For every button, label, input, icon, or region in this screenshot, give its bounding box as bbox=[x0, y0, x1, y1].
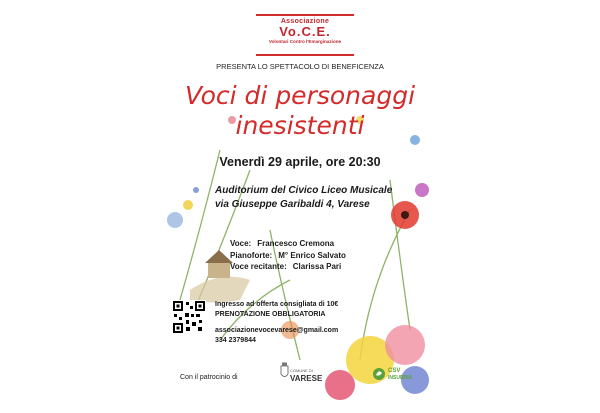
csv-insubria-logo bbox=[372, 367, 414, 387]
email-link[interactable]: associazionevocevarese@gmail.com bbox=[215, 327, 339, 334]
cast-name: M° Enrico Salvato bbox=[278, 250, 346, 260]
cast-list bbox=[230, 238, 346, 273]
comune-small-text: COMUNE DI bbox=[290, 368, 313, 373]
logo-sub-text: Volontari Contro l'Emarginazione bbox=[268, 39, 342, 44]
phone-number[interactable]: 334 2379844 bbox=[215, 337, 256, 344]
venue-line-1: Auditorium del Civico Liceo Musicale bbox=[215, 185, 393, 196]
cast-role: Pianoforte: bbox=[230, 250, 273, 260]
qr-code-icon[interactable] bbox=[172, 300, 206, 334]
ingresso-text: Ingresso ad offerta consigliata di 10€ bbox=[215, 301, 339, 308]
csv-top-text: CSV bbox=[388, 368, 401, 374]
cast-role: Voce: bbox=[230, 239, 252, 248]
logo-main-text: Vo.C.E. bbox=[279, 24, 331, 39]
presenta-line: PRESENTA LO SPETTACOLO DI BENEFICENZA bbox=[216, 62, 384, 71]
patrocinio-text: Con il patrocinio di bbox=[180, 374, 238, 381]
event-poster bbox=[160, 0, 440, 413]
cast-role: Voce recitante: bbox=[230, 262, 287, 271]
cast-row-voce bbox=[230, 238, 346, 250]
prenotazione-text: PRENOTAZIONE OBBLIGATORIA bbox=[215, 311, 326, 318]
crest-icon bbox=[280, 362, 289, 380]
cast-name: Clarissa Pari bbox=[292, 262, 342, 271]
venue-line-2: via Giuseppe Garibaldi 4, Varese bbox=[215, 199, 370, 210]
event-date: Venerdì 29 aprile, ore 20:30 bbox=[219, 155, 381, 169]
red-poppy-icon bbox=[391, 201, 419, 229]
cast-row-voce-recitante bbox=[230, 261, 346, 273]
cast-name: Francesco Cremona bbox=[257, 239, 335, 248]
comune-big-text: VARESE bbox=[290, 374, 323, 383]
csv-leaf-icon bbox=[372, 367, 386, 381]
comune-varese-logo bbox=[280, 362, 324, 402]
association-logo bbox=[256, 14, 354, 56]
title-line-2: inesistenti bbox=[235, 111, 365, 140]
csv-bottom-text: INSUBRIA bbox=[388, 375, 413, 381]
logo-top-text: Associazione bbox=[280, 18, 330, 25]
title-line-1: Voci di personaggi bbox=[184, 81, 416, 110]
cast-row-pianoforte bbox=[230, 250, 346, 262]
